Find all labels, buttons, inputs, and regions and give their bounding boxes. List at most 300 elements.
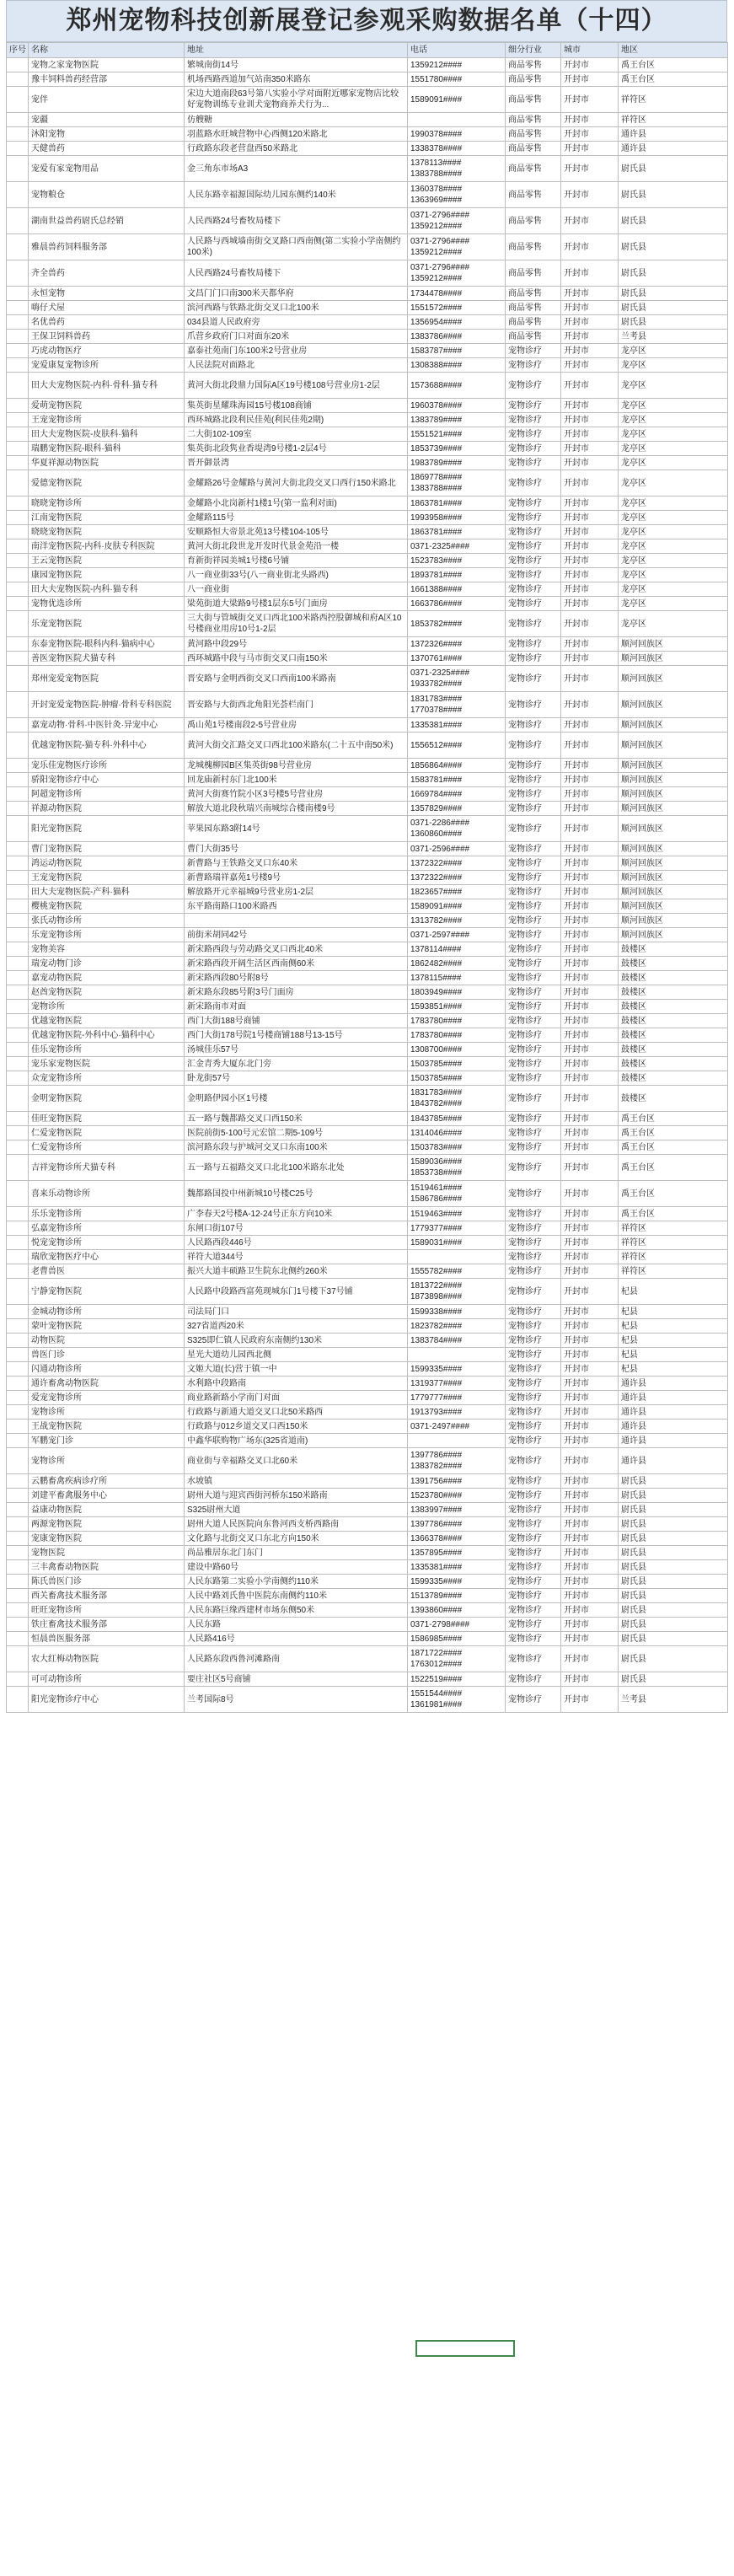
- cell-address[interactable]: 商业街与幸福路交叉口北60米: [185, 1448, 408, 1474]
- cell-phone[interactable]: [408, 1503, 506, 1517]
- cell-city[interactable]: 开封市: [561, 1546, 619, 1560]
- cell-phone[interactable]: [408, 692, 506, 718]
- cell-address[interactable]: 文姬大道(长)营于镇一中: [185, 1362, 408, 1377]
- cell-industry[interactable]: 宠物诊疗: [506, 1334, 561, 1348]
- cell-index[interactable]: [7, 611, 29, 637]
- cell-city[interactable]: 开封市: [561, 442, 619, 456]
- cell-industry[interactable]: 商品零售: [506, 330, 561, 344]
- cell-name[interactable]: 豫丰饲料兽药经营部: [29, 72, 185, 87]
- cell-index[interactable]: [7, 234, 29, 260]
- cell-phone[interactable]: [408, 652, 506, 666]
- cell-district[interactable]: 尉氏县: [619, 1632, 728, 1646]
- cell-industry[interactable]: 宠物诊疗: [506, 1546, 561, 1560]
- cell-industry[interactable]: 宠物诊疗: [506, 985, 561, 1000]
- cell-city[interactable]: 开封市: [561, 1575, 619, 1589]
- cell-district[interactable]: 龙亭区: [619, 399, 728, 413]
- cell-phone[interactable]: [408, 885, 506, 899]
- cell-index[interactable]: [7, 1687, 29, 1713]
- cell-district[interactable]: 龙亭区: [619, 511, 728, 525]
- cell-address[interactable]: 金耀路115号: [185, 511, 408, 525]
- cell-district[interactable]: 顺河回族区: [619, 718, 728, 733]
- cell-name[interactable]: 优越宠物医院-猫专科·外科中心: [29, 733, 185, 759]
- cell-industry[interactable]: 宠物诊疗: [506, 496, 561, 511]
- cell-district[interactable]: 顺河回族区: [619, 773, 728, 787]
- cell-index[interactable]: [7, 1546, 29, 1560]
- cell-address[interactable]: 八一商业街: [185, 582, 408, 597]
- cell-address[interactable]: 新宋路西段开阔生活区西南侧60米: [185, 957, 408, 971]
- cell-name[interactable]: 宠物诊所: [29, 1000, 185, 1014]
- cell-phone[interactable]: [408, 1221, 506, 1236]
- cell-phone[interactable]: [408, 1646, 506, 1672]
- cell-address[interactable]: 育新街祥园美城1号楼6号铺: [185, 554, 408, 568]
- cell-name[interactable]: 曹门宠物医院: [29, 842, 185, 856]
- cell-city[interactable]: 开封市: [561, 260, 619, 287]
- cell-index[interactable]: [7, 885, 29, 899]
- cell-city[interactable]: 开封市: [561, 1207, 619, 1221]
- cell-address[interactable]: 解放路开元幸福城9号营业房1-2层: [185, 885, 408, 899]
- cell-name[interactable]: 田大夫宠物医院-皮肤科·猫科: [29, 427, 185, 442]
- cell-industry[interactable]: 商品零售: [506, 234, 561, 260]
- cell-district[interactable]: 顺河回族区: [619, 692, 728, 718]
- cell-phone[interactable]: [408, 985, 506, 1000]
- cell-address[interactable]: 尉州大道人民医院向东鲁河西支桥西路南: [185, 1517, 408, 1532]
- cell-address[interactable]: 人民东路巨缘西建材市场东侧50米: [185, 1603, 408, 1618]
- cell-industry[interactable]: 宠物诊疗: [506, 692, 561, 718]
- cell-city[interactable]: 开封市: [561, 1236, 619, 1250]
- cell-name[interactable]: 王云宠物医院: [29, 554, 185, 568]
- cell-district[interactable]: 通许县: [619, 1448, 728, 1474]
- cell-district[interactable]: 顺河回族区: [619, 787, 728, 802]
- cell-city[interactable]: 开封市: [561, 1672, 619, 1687]
- cell-phone[interactable]: [408, 1057, 506, 1071]
- cell-index[interactable]: [7, 315, 29, 330]
- cell-address[interactable]: 人民东路第二实验小学南侧约110米: [185, 1575, 408, 1589]
- cell-index[interactable]: [7, 914, 29, 928]
- cell-industry[interactable]: 宠物诊疗: [506, 1575, 561, 1589]
- cell-index[interactable]: [7, 1362, 29, 1377]
- cell-address[interactable]: 新曹路瑞祥嘉苑1号楼9号: [185, 871, 408, 885]
- cell-district[interactable]: 龙亭区: [619, 344, 728, 358]
- header-phone[interactable]: 电话: [408, 43, 506, 58]
- cell-address[interactable]: 机场西路西道加气站南350米路东: [185, 72, 408, 87]
- cell-name[interactable]: 祥源动物医院: [29, 802, 185, 816]
- cell-address[interactable]: 人民路中段路西富苑现城东门1号楼下37号铺: [185, 1279, 408, 1305]
- cell-phone[interactable]: [408, 611, 506, 637]
- cell-district[interactable]: 尉氏县: [619, 1575, 728, 1589]
- cell-district[interactable]: 祥符区: [619, 1250, 728, 1264]
- cell-district[interactable]: 龙亭区: [619, 611, 728, 637]
- cell-index[interactable]: [7, 427, 29, 442]
- cell-address[interactable]: S325即仁镇人民政府东南侧约130米: [185, 1334, 408, 1348]
- cell-industry[interactable]: 宠物诊疗: [506, 1014, 561, 1028]
- cell-index[interactable]: [7, 1140, 29, 1155]
- cell-district[interactable]: 杞县: [619, 1279, 728, 1305]
- cell-address[interactable]: 新宋路东段85号附3号门面房: [185, 985, 408, 1000]
- cell-address[interactable]: 回龙庙新村东门北100米: [185, 773, 408, 787]
- cell-district[interactable]: 尉氏县: [619, 1503, 728, 1517]
- cell-district[interactable]: 龙亭区: [619, 358, 728, 373]
- cell-name[interactable]: 开封宠爱宠物医院-肿瘤·骨科专科医院: [29, 692, 185, 718]
- cell-district[interactable]: 通许县: [619, 127, 728, 142]
- cell-district[interactable]: 顺河回族区: [619, 928, 728, 942]
- cell-address[interactable]: 安顺路恒大帝景北苑13号楼104-105号: [185, 525, 408, 539]
- cell-city[interactable]: 开封市: [561, 208, 619, 234]
- cell-index[interactable]: [7, 773, 29, 787]
- cell-district[interactable]: 鼓楼区: [619, 1057, 728, 1071]
- cell-index[interactable]: [7, 301, 29, 315]
- cell-address[interactable]: 五一路与魏都路交叉口西150米: [185, 1112, 408, 1126]
- cell-index[interactable]: [7, 554, 29, 568]
- cell-name[interactable]: 老曹兽医: [29, 1264, 185, 1279]
- cell-district[interactable]: 龙亭区: [619, 582, 728, 597]
- cell-name[interactable]: 赵酋宠物医院: [29, 985, 185, 1000]
- cell-industry[interactable]: 宠物诊疗: [506, 1603, 561, 1618]
- cell-phone[interactable]: [408, 470, 506, 496]
- cell-district[interactable]: 通许县: [619, 1391, 728, 1405]
- cell-city[interactable]: 开封市: [561, 899, 619, 914]
- cell-address[interactable]: 黄河路中段29号: [185, 637, 408, 652]
- cell-name[interactable]: 宠伴: [29, 87, 185, 113]
- cell-index[interactable]: [7, 928, 29, 942]
- cell-phone[interactable]: [408, 1014, 506, 1028]
- cell-city[interactable]: 开封市: [561, 344, 619, 358]
- cell-index[interactable]: [7, 692, 29, 718]
- cell-phone[interactable]: [408, 1112, 506, 1126]
- cell-phone[interactable]: [408, 1264, 506, 1279]
- cell-industry[interactable]: 宠物诊疗: [506, 733, 561, 759]
- cell-industry[interactable]: 商品零售: [506, 156, 561, 182]
- cell-industry[interactable]: 宠物诊疗: [506, 1489, 561, 1503]
- cell-address[interactable]: 仿艘糖: [185, 113, 408, 127]
- cell-city[interactable]: 开封市: [561, 957, 619, 971]
- cell-name[interactable]: 嗨仔犬屋: [29, 301, 185, 315]
- cell-industry[interactable]: 宠物诊疗: [506, 539, 561, 554]
- cell-phone[interactable]: [408, 344, 506, 358]
- cell-city[interactable]: 开封市: [561, 985, 619, 1000]
- cell-district[interactable]: 顺河回族区: [619, 914, 728, 928]
- cell-city[interactable]: 开封市: [561, 470, 619, 496]
- cell-industry[interactable]: 宠物诊疗: [506, 1000, 561, 1014]
- cell-city[interactable]: 开封市: [561, 1589, 619, 1603]
- cell-address[interactable]: 水利路中段路南: [185, 1377, 408, 1391]
- cell-city[interactable]: 开封市: [561, 816, 619, 842]
- cell-name[interactable]: 金城动物诊所: [29, 1305, 185, 1319]
- cell-district[interactable]: 祥符区: [619, 113, 728, 127]
- cell-address[interactable]: 黄河大街北段世龙开发时代景金苑沿一楼: [185, 539, 408, 554]
- cell-address[interactable]: 人民路西段446号: [185, 1236, 408, 1250]
- cell-district[interactable]: 顺河回族区: [619, 816, 728, 842]
- cell-phone[interactable]: [408, 182, 506, 208]
- cell-district[interactable]: 鼓楼区: [619, 957, 728, 971]
- cell-industry[interactable]: 宠物诊疗: [506, 914, 561, 928]
- cell-district[interactable]: 鼓楼区: [619, 942, 728, 957]
- cell-industry[interactable]: 宠物诊疗: [506, 1221, 561, 1236]
- cell-phone[interactable]: [408, 208, 506, 234]
- cell-name[interactable]: 宠物诊所: [29, 1405, 185, 1419]
- cell-city[interactable]: 开封市: [561, 1474, 619, 1489]
- cell-address[interactable]: 宋边大道南段63号第八实验小学对面附近哪家宠物店比较好宠物训练专业训犬宠物商养犬行为...: [185, 87, 408, 113]
- cell-industry[interactable]: 宠物诊疗: [506, 1646, 561, 1672]
- header-address[interactable]: 地址: [185, 43, 408, 58]
- cell-industry[interactable]: 宠物诊疗: [506, 1028, 561, 1043]
- cell-city[interactable]: 开封市: [561, 582, 619, 597]
- cell-district[interactable]: 杞县: [619, 1348, 728, 1362]
- cell-address[interactable]: 星光大道幼儿园西北侧: [185, 1348, 408, 1362]
- cell-index[interactable]: [7, 539, 29, 554]
- cell-city[interactable]: 开封市: [561, 733, 619, 759]
- cell-index[interactable]: [7, 1043, 29, 1057]
- cell-name[interactable]: 齐全兽药: [29, 260, 185, 287]
- cell-address[interactable]: 西门大街178号院1号楼商铺188号13-15号: [185, 1028, 408, 1043]
- cell-district[interactable]: 禹王台区: [619, 1126, 728, 1140]
- cell-address[interactable]: 晋安路与大街西北角阳光荟栏南门: [185, 692, 408, 718]
- cell-district[interactable]: 鼓楼区: [619, 1071, 728, 1086]
- cell-index[interactable]: [7, 957, 29, 971]
- cell-address[interactable]: 中鑫华联购物广场东(325省道南): [185, 1434, 408, 1448]
- cell-name[interactable]: 雅晨兽药饲料服务部: [29, 234, 185, 260]
- cell-city[interactable]: 开封市: [561, 1517, 619, 1532]
- cell-index[interactable]: [7, 1434, 29, 1448]
- cell-industry[interactable]: 宠物诊疗: [506, 1155, 561, 1181]
- cell-city[interactable]: 开封市: [561, 1419, 619, 1434]
- cell-city[interactable]: 开封市: [561, 1489, 619, 1503]
- cell-phone[interactable]: [408, 816, 506, 842]
- cell-city[interactable]: 开封市: [561, 1348, 619, 1362]
- cell-address[interactable]: 集英街星耀珠海园15号楼108商铺: [185, 399, 408, 413]
- cell-city[interactable]: 开封市: [561, 666, 619, 692]
- cell-address[interactable]: 人民东路: [185, 1618, 408, 1632]
- cell-district[interactable]: 尉氏县: [619, 156, 728, 182]
- cell-index[interactable]: [7, 1155, 29, 1181]
- cell-index[interactable]: [7, 260, 29, 287]
- cell-city[interactable]: 开封市: [561, 1377, 619, 1391]
- cell-phone[interactable]: [408, 442, 506, 456]
- cell-address[interactable]: 汇金青秀大厦东北门旁: [185, 1057, 408, 1071]
- cell-city[interactable]: 开封市: [561, 842, 619, 856]
- cell-index[interactable]: [7, 871, 29, 885]
- cell-phone[interactable]: [408, 1279, 506, 1305]
- cell-address[interactable]: 集英街北段隽业香堤湾9号楼1-2层4号: [185, 442, 408, 456]
- cell-city[interactable]: 开封市: [561, 330, 619, 344]
- cell-index[interactable]: [7, 182, 29, 208]
- cell-phone[interactable]: [408, 1236, 506, 1250]
- cell-name[interactable]: 嘉宠动物医院: [29, 971, 185, 985]
- cell-name[interactable]: 宠物美容: [29, 942, 185, 957]
- header-index[interactable]: 序号: [7, 43, 29, 58]
- cell-name[interactable]: 乐宠宠物医院: [29, 611, 185, 637]
- cell-address[interactable]: 文昌门门口南300米天都华府: [185, 287, 408, 301]
- cell-city[interactable]: 开封市: [561, 1603, 619, 1618]
- cell-industry[interactable]: 宠物诊疗: [506, 1448, 561, 1474]
- cell-district[interactable]: 尉氏县: [619, 301, 728, 315]
- cell-index[interactable]: [7, 1014, 29, 1028]
- cell-address[interactable]: 晋安路与金明西街交叉口西南100米路南: [185, 666, 408, 692]
- cell-city[interactable]: 开封市: [561, 971, 619, 985]
- cell-city[interactable]: 开封市: [561, 942, 619, 957]
- cell-name[interactable]: 瑞欣宠物医疗中心: [29, 1250, 185, 1264]
- cell-index[interactable]: [7, 399, 29, 413]
- cell-index[interactable]: [7, 142, 29, 156]
- cell-name[interactable]: 阳光宠物医院: [29, 816, 185, 842]
- cell-address[interactable]: 文化路与北街交叉口东北方向150米: [185, 1532, 408, 1546]
- cell-phone[interactable]: [408, 802, 506, 816]
- cell-index[interactable]: [7, 1057, 29, 1071]
- cell-city[interactable]: 开封市: [561, 759, 619, 773]
- cell-city[interactable]: 开封市: [561, 652, 619, 666]
- cell-city[interactable]: 开封市: [561, 637, 619, 652]
- cell-district[interactable]: 顺河回族区: [619, 842, 728, 856]
- cell-index[interactable]: [7, 942, 29, 957]
- cell-city[interactable]: 开封市: [561, 1503, 619, 1517]
- cell-index[interactable]: [7, 373, 29, 399]
- cell-city[interactable]: 开封市: [561, 1560, 619, 1575]
- cell-phone[interactable]: [408, 554, 506, 568]
- cell-name[interactable]: 南洋宠物医院-内科·皮肤专科医院: [29, 539, 185, 554]
- cell-address[interactable]: 人民西路24号畜牧局楼下: [185, 260, 408, 287]
- cell-city[interactable]: 开封市: [561, 773, 619, 787]
- cell-index[interactable]: [7, 344, 29, 358]
- cell-industry[interactable]: 宠物诊疗: [506, 1181, 561, 1207]
- cell-name[interactable]: 动物医院: [29, 1334, 185, 1348]
- cell-phone[interactable]: [408, 1181, 506, 1207]
- cell-address[interactable]: 滨河西路与铁路北街交叉口北100米: [185, 301, 408, 315]
- cell-industry[interactable]: 宠物诊疗: [506, 1672, 561, 1687]
- cell-index[interactable]: [7, 456, 29, 470]
- cell-name[interactable]: 骄阳宠物诊疗中心: [29, 773, 185, 787]
- cell-city[interactable]: 开封市: [561, 1126, 619, 1140]
- cell-phone[interactable]: [408, 899, 506, 914]
- cell-name[interactable]: 瑞鹏宠物医院-眼科·猫科: [29, 442, 185, 456]
- cell-city[interactable]: 开封市: [561, 72, 619, 87]
- cell-name[interactable]: 仁爱宠物医院: [29, 1126, 185, 1140]
- cell-industry[interactable]: 宠物诊疗: [506, 718, 561, 733]
- cell-index[interactable]: [7, 1221, 29, 1236]
- cell-district[interactable]: 鼓楼区: [619, 1028, 728, 1043]
- cell-district[interactable]: 尉氏县: [619, 260, 728, 287]
- cell-district[interactable]: 尉氏县: [619, 1489, 728, 1503]
- cell-name[interactable]: 恒晨兽医服务部: [29, 1632, 185, 1646]
- cell-phone[interactable]: [408, 1140, 506, 1155]
- cell-name[interactable]: 西关畜禽技术服务部: [29, 1589, 185, 1603]
- cell-city[interactable]: 开封市: [561, 1434, 619, 1448]
- cell-address[interactable]: 新宋路南市对面: [185, 1000, 408, 1014]
- cell-industry[interactable]: 宠物诊疗: [506, 1618, 561, 1632]
- cell-city[interactable]: 开封市: [561, 1279, 619, 1305]
- cell-industry[interactable]: 宠物诊疗: [506, 773, 561, 787]
- cell-name[interactable]: 云鹏畜禽疾病诊疗所: [29, 1474, 185, 1489]
- cell-city[interactable]: 开封市: [561, 413, 619, 427]
- cell-industry[interactable]: 商品零售: [506, 142, 561, 156]
- cell-name[interactable]: 巧虎动物医疗: [29, 344, 185, 358]
- cell-phone[interactable]: [408, 787, 506, 802]
- cell-city[interactable]: 开封市: [561, 1057, 619, 1071]
- cell-phone[interactable]: [408, 718, 506, 733]
- cell-district[interactable]: 龙亭区: [619, 525, 728, 539]
- cell-address[interactable]: 尉州大道与迎宾西街河桥东150米路南: [185, 1489, 408, 1503]
- cell-name[interactable]: 康园宠物医院: [29, 568, 185, 582]
- cell-industry[interactable]: 商品零售: [506, 113, 561, 127]
- cell-index[interactable]: [7, 511, 29, 525]
- cell-index[interactable]: [7, 1086, 29, 1112]
- cell-phone[interactable]: [408, 1362, 506, 1377]
- cell-city[interactable]: 开封市: [561, 1391, 619, 1405]
- cell-address[interactable]: 梁苑街道大梁路9号楼1层东5号门面房: [185, 597, 408, 611]
- cell-district[interactable]: 尉氏县: [619, 287, 728, 301]
- cell-district[interactable]: 杞县: [619, 1362, 728, 1377]
- cell-index[interactable]: [7, 330, 29, 344]
- cell-name[interactable]: 天健兽药: [29, 142, 185, 156]
- cell-industry[interactable]: 宠物诊疗: [506, 899, 561, 914]
- cell-name[interactable]: 陈氏兽医门诊: [29, 1575, 185, 1589]
- cell-phone[interactable]: [408, 971, 506, 985]
- cell-city[interactable]: 开封市: [561, 87, 619, 113]
- cell-district[interactable]: 龙亭区: [619, 413, 728, 427]
- cell-phone[interactable]: [408, 72, 506, 87]
- cell-industry[interactable]: 商品零售: [506, 260, 561, 287]
- cell-index[interactable]: [7, 1377, 29, 1391]
- cell-name[interactable]: 王战宠物医院: [29, 1419, 185, 1434]
- cell-district[interactable]: 杞县: [619, 1319, 728, 1334]
- cell-industry[interactable]: 宠物诊疗: [506, 652, 561, 666]
- cell-district[interactable]: 鼓楼区: [619, 971, 728, 985]
- cell-district[interactable]: 尉氏县: [619, 1517, 728, 1532]
- cell-index[interactable]: [7, 413, 29, 427]
- cell-address[interactable]: 晋开御景湾: [185, 456, 408, 470]
- cell-district[interactable]: 通许县: [619, 142, 728, 156]
- cell-index[interactable]: [7, 666, 29, 692]
- cell-index[interactable]: [7, 87, 29, 113]
- cell-phone[interactable]: [408, 1377, 506, 1391]
- cell-city[interactable]: 开封市: [561, 1155, 619, 1181]
- cell-address[interactable]: 商业路新路小学南门对面: [185, 1391, 408, 1405]
- cell-city[interactable]: 开封市: [561, 1618, 619, 1632]
- cell-address[interactable]: 羽蓝路水旺城营物中心西侧120米路北: [185, 127, 408, 142]
- cell-district[interactable]: 顺河回族区: [619, 733, 728, 759]
- cell-phone[interactable]: [408, 1532, 506, 1546]
- cell-district[interactable]: 尉氏县: [619, 1618, 728, 1632]
- cell-city[interactable]: 开封市: [561, 871, 619, 885]
- cell-district[interactable]: 尉氏县: [619, 1546, 728, 1560]
- cell-industry[interactable]: 宠物诊疗: [506, 957, 561, 971]
- cell-name[interactable]: 张氏动物诊所: [29, 914, 185, 928]
- cell-name[interactable]: 王宠宠物诊所: [29, 413, 185, 427]
- cell-industry[interactable]: 宠物诊疗: [506, 856, 561, 871]
- cell-district[interactable]: 通许县: [619, 1434, 728, 1448]
- cell-address[interactable]: 人民中路刘氏鲁中医院东南侧约110米: [185, 1589, 408, 1603]
- cell-address[interactable]: 曹门大街35号: [185, 842, 408, 856]
- cell-city[interactable]: 开封市: [561, 928, 619, 942]
- cell-address[interactable]: 医院前街5-100号元宏馆二期5-109号: [185, 1126, 408, 1140]
- cell-index[interactable]: [7, 1126, 29, 1140]
- cell-city[interactable]: 开封市: [561, 182, 619, 208]
- cell-industry[interactable]: 宠物诊疗: [506, 1250, 561, 1264]
- cell-district[interactable]: 禹王台区: [619, 1140, 728, 1155]
- cell-index[interactable]: [7, 1419, 29, 1434]
- cell-industry[interactable]: 商品零售: [506, 72, 561, 87]
- cell-address[interactable]: 新曹路与王铁路交叉口东40米: [185, 856, 408, 871]
- cell-industry[interactable]: 宠物诊疗: [506, 1236, 561, 1250]
- cell-industry[interactable]: 宠物诊疗: [506, 1517, 561, 1532]
- cell-district[interactable]: 禹王台区: [619, 1155, 728, 1181]
- cell-address[interactable]: 327省道西20米: [185, 1319, 408, 1334]
- cell-phone[interactable]: [408, 856, 506, 871]
- cell-index[interactable]: [7, 470, 29, 496]
- cell-phone[interactable]: [408, 399, 506, 413]
- cell-city[interactable]: 开封市: [561, 1028, 619, 1043]
- cell-index[interactable]: [7, 637, 29, 652]
- cell-industry[interactable]: 宠物诊疗: [506, 399, 561, 413]
- cell-name[interactable]: 众宠宠物诊所: [29, 1071, 185, 1086]
